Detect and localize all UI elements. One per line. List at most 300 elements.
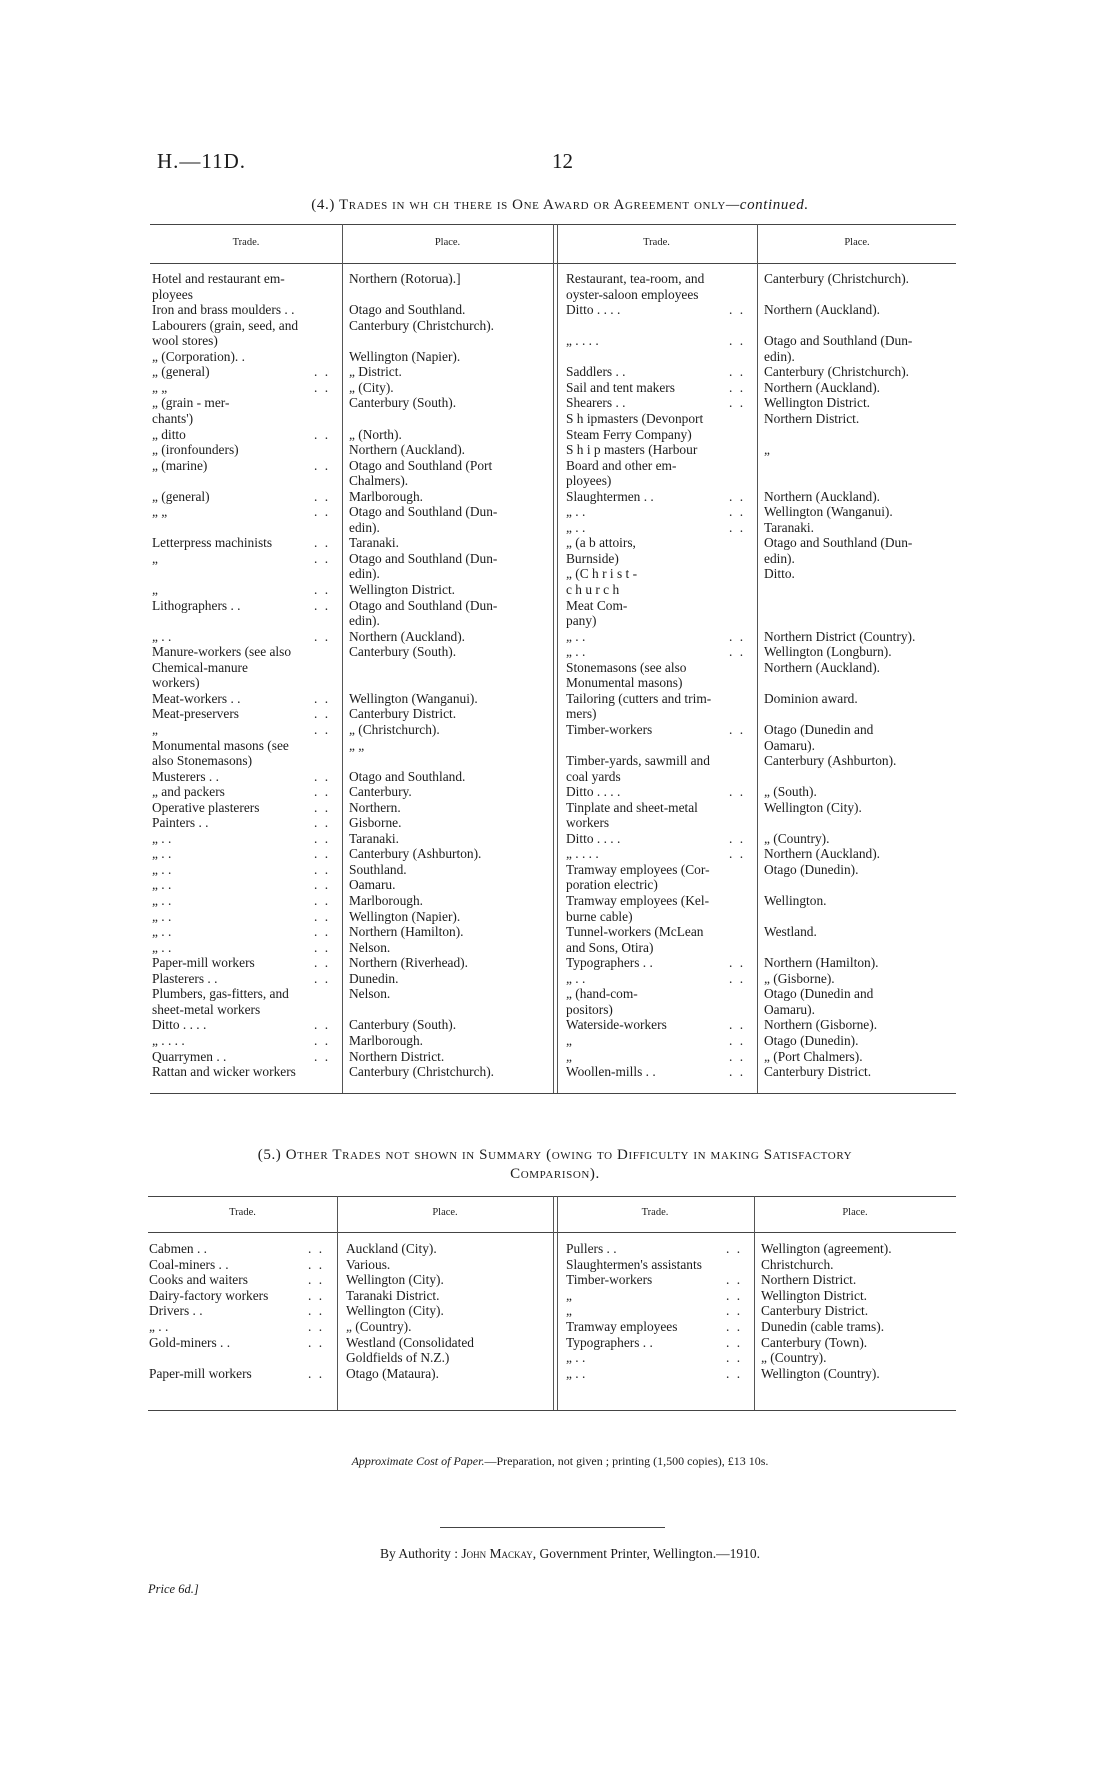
authority-prefix: By Authority : — [380, 1546, 459, 1561]
place-cell: Otago and Southland (Dun- — [349, 550, 498, 566]
leader-dots: . . — [729, 970, 746, 986]
place-cell: Canterbury (Christchurch). — [349, 317, 495, 333]
leader-dots: . . — [314, 799, 331, 815]
leader-dots: . . — [314, 628, 331, 644]
leader-dots: . . — [729, 333, 746, 349]
leader-dots: . . — [314, 364, 331, 380]
place-cell: Northern (Auckland). — [764, 846, 881, 862]
leader-dots: . . — [726, 1287, 743, 1303]
trade-cell: pany) — [566, 613, 597, 629]
trade-cell: „ . . — [152, 924, 172, 940]
leader-dots: . . — [729, 379, 746, 395]
trade-cell: Meat Com- — [566, 597, 628, 613]
trade-cell: „ . . — [566, 504, 586, 520]
leader-dots: . . — [314, 939, 331, 955]
place-cell: Canterbury (Christchurch). — [764, 364, 910, 380]
trade-cell: Timber-yards, sawmill and — [566, 753, 710, 769]
trade-cell: Rattan and wicker workers — [152, 1064, 296, 1080]
trade-cell: Tailoring (cutters and trim- — [566, 690, 712, 706]
table4-title-continued: —continued. — [725, 197, 809, 213]
leader-dots: . . — [729, 830, 746, 846]
place-cell: Northern District (Country). — [764, 628, 916, 644]
trade-cell: „ — [152, 721, 158, 737]
place-cell: Marlborough. — [349, 893, 424, 908]
trade-cell: „ . . — [566, 1365, 586, 1381]
trade-cell: „ — [152, 550, 158, 566]
trade-cell: „ „ — [152, 504, 168, 520]
place-cell: Canterbury (Christchurch). — [349, 1064, 495, 1080]
place-cell: Wellington District. — [349, 582, 456, 597]
leader-dots: . . — [726, 1365, 743, 1381]
trade-cell: and Sons, Otira) — [566, 939, 654, 955]
place-cell: edin). — [349, 613, 380, 629]
leader-dots: . . — [314, 1017, 331, 1033]
place-cell: Northern District. — [761, 1272, 857, 1288]
place-cell: Dunedin (cable trams). — [761, 1319, 885, 1334]
trade-cell: Hotel and restaurant em- — [152, 271, 285, 286]
trade-cell: „ . . — [152, 908, 172, 924]
table5-header-trade-left: Trade. — [229, 1207, 256, 1218]
trade-cell: „ — [566, 1303, 572, 1319]
leader-dots: . . — [314, 426, 331, 442]
price-note: Price 6d.] — [148, 1582, 199, 1596]
table5-header-place-left: Place. — [432, 1207, 458, 1218]
trade-cell: Drivers . . — [149, 1303, 203, 1319]
leader-dots: . . — [729, 644, 746, 660]
place-cell: Wellington (City). — [346, 1303, 444, 1319]
place-cell: Northern (Auckland). — [764, 488, 881, 504]
place-cell: Westland. — [764, 924, 817, 940]
trade-cell: Typographers . . — [566, 955, 653, 971]
trade-cell: Ditto . . . . — [566, 784, 621, 800]
trade-cell: „ „ — [152, 379, 168, 395]
table4-divider-right — [757, 224, 758, 1093]
trade-cell: Plasterers . . — [152, 970, 218, 986]
place-cell: „ — [764, 442, 770, 458]
trade-cell: Letterpress machinists — [152, 535, 273, 551]
trade-cell: „ . . — [149, 1319, 169, 1334]
trade-cell: „ ditto — [152, 426, 186, 442]
trade-cell: „ . . — [566, 970, 586, 986]
leader-dots: . . — [729, 628, 746, 644]
leader-dots: . . — [314, 550, 331, 566]
leader-dots: . . — [308, 1365, 325, 1381]
place-cell: Marlborough. — [349, 1032, 424, 1048]
place-cell: Taranaki. — [764, 519, 814, 535]
trade-cell: Pullers . . — [566, 1241, 617, 1256]
trade-cell: Slaughtermen . . — [566, 488, 654, 504]
leader-dots: . . — [729, 519, 746, 535]
trade-cell: ployees — [152, 286, 193, 302]
trade-cell: „ and packers — [152, 784, 225, 800]
leader-dots: . . — [314, 861, 331, 877]
table5-header-rule — [148, 1232, 956, 1233]
trade-cell: „ . . — [566, 1350, 586, 1366]
place-cell: Wellington (Napier). — [349, 908, 461, 924]
table4-bottom-rule — [150, 1093, 956, 1094]
place-cell: Canterbury (South). — [349, 1017, 457, 1033]
trade-cell: „ . . — [152, 939, 172, 955]
place-cell: Nelson. — [349, 939, 391, 955]
place-cell: Northern (Auckland). — [349, 628, 466, 644]
place-cell: Northern District. — [349, 1048, 445, 1064]
leader-dots: . . — [314, 582, 331, 597]
printer-authority — [120, 1546, 1020, 1562]
place-cell: Northern (Auckland). — [349, 442, 466, 458]
table5-title-line1: (5.) Other Trades not shown in Summary (owing to Difficulty in making Satisfactory — [257, 1147, 853, 1163]
printer-name: John Mackay, — [461, 1546, 537, 1561]
trade-cell: „ (ironfounders) — [152, 442, 239, 458]
leader-dots: . . — [314, 690, 331, 706]
place-cell: Canterbury (Ashburton). — [764, 753, 897, 769]
table4-title-main: (4.) Trades in wh ch there is One Award or Agreement only — [311, 197, 726, 213]
document-code: H.—11D. — [157, 149, 247, 173]
place-cell: „ (Country). — [346, 1319, 412, 1334]
place-cell: Oamaru. — [349, 877, 396, 893]
trade-cell: Manure-workers (see also — [152, 644, 292, 660]
place-cell: Wellington. — [764, 893, 827, 908]
trade-cell: „ (general) — [152, 488, 210, 504]
place-cell: „ (Christchurch). — [349, 721, 440, 737]
place-cell: Otago and Southland (Dun- — [764, 535, 913, 551]
trade-cell: wool stores) — [152, 333, 218, 349]
place-cell: edin). — [349, 566, 380, 582]
trade-cell: also Stonemasons) — [152, 753, 253, 769]
leader-dots: . . — [314, 877, 331, 893]
place-cell: Taranaki. — [349, 830, 399, 846]
trade-cell: Cabmen . . — [149, 1241, 208, 1256]
trade-cell: Board and other em- — [566, 457, 677, 473]
trade-cell: „ (Corporation). . — [152, 348, 245, 364]
leader-dots: . . — [314, 1032, 331, 1048]
trade-cell: Ditto . . . . — [566, 302, 621, 318]
leader-dots: . . — [729, 955, 746, 971]
place-cell: Canterbury (Ashburton). — [349, 846, 482, 862]
place-cell: Dominion award. — [764, 690, 858, 706]
place-cell: Canterbury (South). — [349, 644, 457, 660]
trade-cell: Steam Ferry Company) — [566, 426, 692, 442]
leader-dots: . . — [308, 1287, 325, 1303]
place-cell: Chalmers). — [349, 473, 409, 489]
trade-cell: Ditto . . . . — [566, 830, 621, 846]
trade-cell: Plumbers, gas-fitters, and — [152, 986, 289, 1002]
trade-cell: Quarrymen . . — [152, 1048, 227, 1064]
trade-cell: Tinplate and sheet-metal — [566, 799, 698, 815]
page-number: 12 — [552, 149, 573, 173]
trade-cell: Ditto . . . . — [152, 1017, 207, 1033]
trade-cell: workers) — [152, 675, 200, 691]
leader-dots: . . — [314, 1048, 331, 1064]
trade-cell: „ . . . . — [566, 333, 599, 349]
trade-cell: Meat-preservers — [152, 706, 239, 722]
place-cell: Northern (Hamilton). — [764, 955, 879, 971]
leader-dots: . . — [314, 955, 331, 971]
place-cell: Canterbury. — [349, 784, 412, 800]
place-cell: Canterbury District. — [349, 706, 457, 722]
trade-cell: Dairy-factory workers — [149, 1287, 269, 1303]
place-cell: Wellington District. — [761, 1287, 868, 1303]
leader-dots: . . — [314, 846, 331, 862]
leader-dots: . . — [726, 1334, 743, 1350]
place-cell: Wellington (Wanganui). — [349, 690, 478, 706]
table4-divider-left — [342, 224, 343, 1093]
table5-header-trade-right: Trade. — [641, 1207, 669, 1218]
trade-cell: c h u r c h — [566, 582, 620, 597]
leader-dots: . . — [314, 768, 331, 784]
trade-cell: S h i p masters (Harbour — [566, 442, 698, 458]
leader-dots: . . — [314, 784, 331, 800]
place-cell: Northern. — [349, 799, 401, 815]
leader-dots: . . — [314, 970, 331, 986]
trade-cell: „ . . — [566, 644, 586, 660]
place-cell: „ „ — [349, 737, 365, 753]
place-cell: Northern (Auckland). — [764, 302, 881, 318]
leader-dots: . . — [726, 1272, 743, 1288]
place-cell: Northern District. — [764, 410, 860, 426]
place-cell: „ (Country). — [761, 1350, 827, 1366]
leader-dots: . . — [314, 457, 331, 473]
trade-cell: „ . . — [152, 846, 172, 862]
place-cell: edin). — [764, 550, 795, 566]
place-cell: Wellington (Wanganui). — [764, 504, 893, 520]
place-cell: Various. — [346, 1256, 391, 1272]
place-cell: Auckland (City). — [346, 1241, 437, 1256]
trade-cell: Lithographers . . — [152, 597, 241, 613]
trade-cell: positors) — [566, 1001, 613, 1017]
trade-cell: „ . . . . — [152, 1032, 185, 1048]
trade-cell: Cooks and waiters — [149, 1272, 248, 1288]
place-cell: edin). — [764, 348, 795, 364]
leader-dots: . . — [308, 1272, 325, 1288]
trade-cell: „ (a b attoirs, — [566, 535, 636, 551]
place-cell: Northern (Riverhead). — [349, 955, 468, 971]
leader-dots: . . — [308, 1319, 325, 1334]
trade-cell: Paper-mill workers — [149, 1365, 252, 1381]
cost-footnote-label: Approximate Cost of Paper. — [351, 1454, 485, 1468]
place-cell: Otago and Southland (Dun- — [349, 504, 498, 520]
place-cell: „ District. — [349, 364, 402, 380]
leader-dots: . . — [726, 1319, 743, 1334]
trade-cell: coal yards — [566, 768, 621, 784]
trade-cell: Tramway employees (Cor- — [566, 861, 710, 877]
table4-header-trade-left: Trade. — [232, 237, 260, 248]
place-cell: Taranaki District. — [346, 1287, 440, 1303]
table4-divider-middle — [553, 224, 558, 1093]
leader-dots: . . — [308, 1256, 325, 1272]
trade-cell: Timber-workers — [566, 721, 653, 737]
place-cell: Otago (Dunedin and — [764, 986, 874, 1002]
trade-cell: „ . . — [152, 830, 172, 846]
trade-cell: „ (hand-com- — [566, 986, 638, 1002]
place-cell: Canterbury (Town). — [761, 1334, 868, 1350]
trade-cell: Sail and tent makers — [566, 379, 675, 395]
place-cell: Taranaki. — [349, 535, 399, 551]
leader-dots: . . — [726, 1303, 743, 1319]
leader-dots: . . — [729, 504, 746, 520]
place-cell: Wellington (agreement). — [761, 1241, 892, 1256]
leader-dots: . . — [308, 1303, 325, 1319]
trade-cell: ployees) — [566, 473, 612, 489]
place-cell: Dunedin. — [349, 970, 399, 986]
trade-cell: „ . . — [152, 877, 172, 893]
leader-dots: . . — [314, 504, 331, 520]
place-cell: Wellington District. — [764, 395, 871, 411]
place-cell: Canterbury District. — [764, 1064, 872, 1080]
trade-cell: „ . . . . — [566, 846, 599, 862]
place-cell: Otago (Dunedin). — [764, 1032, 859, 1048]
trade-cell: Monumental masons) — [566, 675, 683, 691]
place-cell: Northern (Rotorua).] — [349, 271, 461, 286]
leader-dots: . . — [308, 1334, 325, 1350]
trade-cell: „ — [152, 582, 158, 597]
table4-header-place-right: Place. — [844, 237, 870, 248]
leader-dots: . . — [729, 784, 746, 800]
trade-cell: Operative plasterers — [152, 799, 260, 815]
table5-bottom-rule — [148, 1410, 956, 1411]
leader-dots: . . — [314, 706, 331, 722]
place-cell: Otago and Southland (Dun- — [764, 333, 913, 349]
trade-cell: Paper-mill workers — [152, 955, 255, 971]
place-cell: Wellington (Longburn). — [764, 644, 892, 660]
table4-title — [140, 197, 980, 214]
leader-dots: . . — [314, 830, 331, 846]
trade-cell: Musterers . . — [152, 768, 219, 784]
table5-header-place-right: Place. — [842, 1207, 868, 1218]
trade-cell: „ . . — [566, 628, 586, 644]
cost-footnote — [140, 1454, 980, 1469]
place-cell: Otago and Southland (Port — [349, 457, 493, 473]
place-cell: Otago and Southland. — [349, 302, 466, 318]
leader-dots: . . — [314, 535, 331, 551]
trade-cell: Iron and brass moulders . . — [152, 302, 295, 318]
trade-cell: Tramway employees (Kel- — [566, 893, 710, 908]
trade-cell: Waterside-workers — [566, 1017, 667, 1033]
cost-footnote-text: —Preparation, not given ; printing (1,500 copies), £13 10s. — [484, 1454, 769, 1468]
trade-cell: Painters . . — [152, 815, 209, 831]
place-cell: Otago (Dunedin). — [764, 861, 859, 877]
leader-dots: . . — [729, 1064, 746, 1080]
place-cell: „ (North). — [349, 426, 402, 442]
trade-cell: „ . . — [152, 628, 172, 644]
place-cell: „ (Gisborne). — [764, 970, 835, 986]
trade-cell: workers — [566, 815, 610, 831]
trade-cell: Saddlers . . — [566, 364, 626, 380]
place-cell: Oamaru). — [764, 1001, 815, 1017]
place-cell: Christchurch. — [761, 1256, 834, 1272]
trade-cell: „ — [566, 1032, 572, 1048]
authority-suffix: Government Printer, Wellington.—1910. — [539, 1546, 760, 1561]
leader-dots: . . — [308, 1241, 325, 1256]
table5-title-line2: Comparison). — [510, 1166, 600, 1182]
leader-dots: . . — [726, 1241, 743, 1256]
leader-dots: . . — [314, 379, 331, 395]
trade-cell: „ (general) — [152, 364, 210, 380]
leader-dots: . . — [314, 908, 331, 924]
trade-cell: Labourers (grain, seed, and — [152, 317, 299, 333]
leader-dots: . . — [729, 488, 746, 504]
place-cell: Northern (Hamilton). — [349, 924, 464, 940]
place-cell: Otago (Mataura). — [346, 1365, 439, 1381]
place-cell: edin). — [349, 519, 380, 535]
place-cell: Northern (Auckland). — [764, 659, 881, 675]
place-cell: Wellington (City). — [346, 1272, 444, 1288]
authority-rule — [440, 1527, 665, 1528]
trade-cell: Typographers . . — [566, 1334, 653, 1350]
leader-dots: . . — [314, 924, 331, 940]
trade-cell: Meat-workers . . — [152, 690, 241, 706]
trade-cell: Slaughtermen's assistants — [566, 1256, 702, 1272]
place-cell: Gisborne. — [349, 815, 402, 831]
place-cell: Westland (Consolidated — [346, 1334, 474, 1350]
place-cell: Wellington (Napier). — [349, 348, 461, 364]
trade-cell: Tunnel-workers (McLean — [566, 924, 704, 940]
leader-dots: . . — [314, 488, 331, 504]
leader-dots: . . — [729, 1032, 746, 1048]
trade-cell: sheet-metal workers — [152, 1001, 261, 1017]
trade-cell: „ (C h r i s t - — [566, 566, 638, 582]
trade-cell: mers) — [566, 706, 597, 722]
place-cell: Canterbury (South). — [349, 395, 457, 411]
trade-cell: „ (marine) — [152, 457, 208, 473]
place-cell: Otago (Dunedin and — [764, 721, 874, 737]
trade-cell: Gold-miners . . — [149, 1334, 231, 1350]
trade-cell: „ — [566, 1048, 572, 1064]
place-cell: Canterbury (Christchurch). — [764, 271, 910, 286]
trade-cell: oyster-saloon employees — [566, 286, 699, 302]
place-cell: „ (Port Chalmers). — [764, 1048, 863, 1064]
trade-cell: Burnside) — [566, 550, 619, 566]
leader-dots: . . — [726, 1350, 743, 1366]
place-cell: Northern (Gisborne). — [764, 1017, 878, 1033]
trade-cell: Shearers . . — [566, 395, 626, 411]
leader-dots: . . — [729, 395, 746, 411]
leader-dots: . . — [729, 846, 746, 862]
table5-top-rule — [148, 1196, 956, 1197]
place-cell: Goldfields of N.Z.) — [346, 1350, 450, 1366]
trade-cell: „ . . — [152, 893, 172, 908]
table5-divider-left — [337, 1196, 338, 1410]
place-cell: Ditto. — [764, 566, 795, 582]
place-cell: Nelson. — [349, 986, 391, 1002]
place-cell: Wellington (Country). — [761, 1365, 880, 1381]
trade-cell: Monumental masons (see — [152, 737, 289, 753]
place-cell: „ (City). — [349, 379, 394, 395]
table4-header-trade-right: Trade. — [643, 237, 670, 248]
trade-cell: „ (grain - mer- — [152, 395, 230, 411]
trade-cell: Chemical-manure — [152, 659, 248, 675]
table5-title — [130, 1146, 980, 1184]
leader-dots: . . — [314, 721, 331, 737]
place-cell: Southland. — [349, 861, 407, 877]
table5-divider-right — [754, 1196, 755, 1410]
place-cell: Northern (Auckland). — [764, 379, 881, 395]
place-cell: Oamaru). — [764, 737, 815, 753]
leader-dots: . . — [314, 597, 331, 613]
place-cell: Marlborough. — [349, 488, 424, 504]
table5-divider-middle — [553, 1196, 558, 1410]
place-cell: Otago and Southland (Dun- — [349, 597, 498, 613]
leader-dots: . . — [314, 893, 331, 908]
place-cell: Wellington (City). — [764, 799, 862, 815]
place-cell: Otago and Southland. — [349, 768, 466, 784]
trade-cell: S h ipmasters (Devonport — [566, 410, 704, 426]
trade-cell: Stonemasons (see also — [566, 659, 687, 675]
trade-cell: chants') — [152, 410, 194, 426]
trade-cell: Coal-miners . . — [149, 1256, 229, 1272]
place-cell: „ (South). — [764, 784, 817, 800]
trade-cell: Woollen-mills . . — [566, 1064, 656, 1080]
table4-header-place-left: Place. — [434, 237, 461, 248]
